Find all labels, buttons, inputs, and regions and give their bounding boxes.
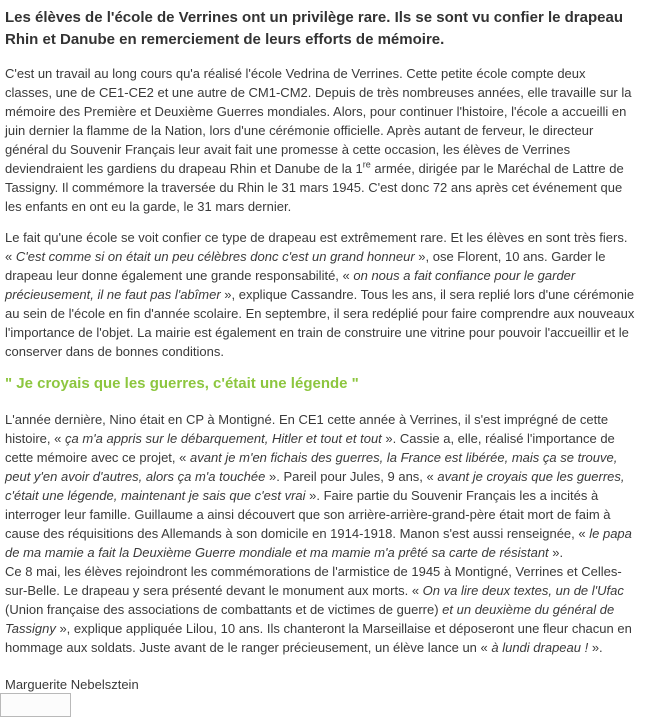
paragraph — [5, 410, 635, 562]
text-segment: L'année dernière, Nino était en CP à Montigné. En CE1 cette année à Verrines, il s'est imprégné de cette histoire, « — [5, 412, 609, 446]
text-segment: », ose Florent, 10 ans. Garder le drapeau leur donne également une grande responsabilité, « — [5, 249, 606, 283]
text-segment: C'est un travail au long cours qu'a réalisé l'école Vedrina de Verrines. Cette petite école compte deux classes, une de CE1-CE2 et une autre de CM1-CM2. Depuis de très nombreuses années, elle travaille sur la mémoire des Première et Deuxième Guerres mondiales. Alors, pour continuer l'histoire, l'école a accueilli en juin dernier la flamme de la Nation, lors d'une cérémonie officielle. Après autant de ferveur, le directeur général du Souvenir Français leur avait fait une promesse à cette occasion, les élèves de Verrines deviendraient les gardiens du drapeau Rhin et Danube de la 1 — [5, 66, 632, 176]
text-segment: armée, dirigée par le Maréchal de Lattre de Tassigny. Il commémore la traversée du Rhin le 31 mars 1945. C'est donc 72 ans après cet événement que les enfants en ont eu la garde, le 31 mars dernier. — [5, 161, 624, 214]
text-segment: », explique Cassandre. Tous les ans, il sera replié lors d'une cérémonie au sein de l'école en fin d'année scolaire. En septembre, il sera redéplié pour faire comprendre aux nouveaux l'importance de l'objet. La mairie est également en train de construire une vitrine pour pouvoir l'accueillir et le conserver dans de bonnes conditions. — [5, 287, 635, 359]
text-segment: ». Pareil pour Jules, 9 ans, « — [265, 469, 438, 484]
text-segment: ». — [588, 640, 603, 655]
article-body — [5, 64, 635, 657]
section-subheading: " Je croyais que les guerres, c'était une légende " — [5, 375, 359, 392]
text-segment: Le fait qu'une école se voit confier ce type de drapeau est extrêmement rare. Et les élèves en sont très fiers. « — [5, 230, 628, 264]
text-segment: re — [362, 159, 371, 170]
byline: Marguerite Nebelsztein — [5, 677, 139, 692]
text-segment: on nous a fait confiance pour le garder précieusement, il ne faut pas l'abîmer — [5, 268, 576, 302]
text-segment: On va lire deux textes, un de l'Ufac — [422, 583, 624, 598]
text-segment: ». Cassie a, elle, réalisé l'importance de cette mémoire avec ce projet, « — [5, 431, 615, 465]
text-segment: (Union française des associations de combattants et de victimes de guerre) — [5, 602, 443, 617]
text-segment: ça m'a appris sur le débarquement, Hitler et tout et tout — [64, 431, 382, 446]
bottom-partial-box[interactable] — [0, 693, 71, 717]
text-segment: ». Faire partie du Souvenir Français les a incités à interroger leur famille. Guillaume a ainsi découvert que son arrière-arrière-grand-père était mort de faim à cause des réquisitions des Allemands à son domicile en 1914-1918. Manon s'est aussi renseignée, « — [5, 488, 611, 541]
text-segment: à lundi drapeau ! — [491, 640, 589, 655]
paragraph — [5, 64, 635, 216]
paragraph — [5, 562, 635, 657]
text-segment: le papa de ma mamie a fait la Deuxième Guerre mondiale et ma mamie m'a prêté sa carte de résistant — [5, 526, 632, 560]
text-segment: », explique appliquée Lilou, 10 ans. Ils chanteront la Marseillaise et déposeront une fleur chacun en hommage aux soldats. Juste avant de le ranger précieusement, un élève lance un « — [5, 621, 632, 655]
paragraph — [5, 228, 635, 361]
text-segment: ». — [548, 545, 564, 560]
text-segment: avant je m'en fichais des guerres, la France est libérée, mais ça se trouve, peut y'en avoir d'autres, alors ça m'a touchée — [5, 450, 618, 484]
text-segment: et un deuxième du général de Tassigny — [5, 602, 615, 636]
text-segment: Ce 8 mai, les élèves rejoindront les commémorations de l'armistice de 1945 à Montigné, Verrines et Celles-sur-Belle. Le drapeau y sera présenté devant le monument aux morts. « — [5, 564, 622, 598]
article-headline: Les élèves de l'école de Verrines ont un privilège rare. Ils se sont vu confier le drapeau Rhin et Danube en remerciement de leurs efforts de mémoire. — [5, 9, 623, 48]
text-segment: avant je croyais que les guerres, c'était une légende, maintenant je sais que c'est vrai — [5, 469, 625, 503]
text-segment: C'est comme si on était un peu célèbres donc c'est un grand honneur — [15, 249, 415, 264]
